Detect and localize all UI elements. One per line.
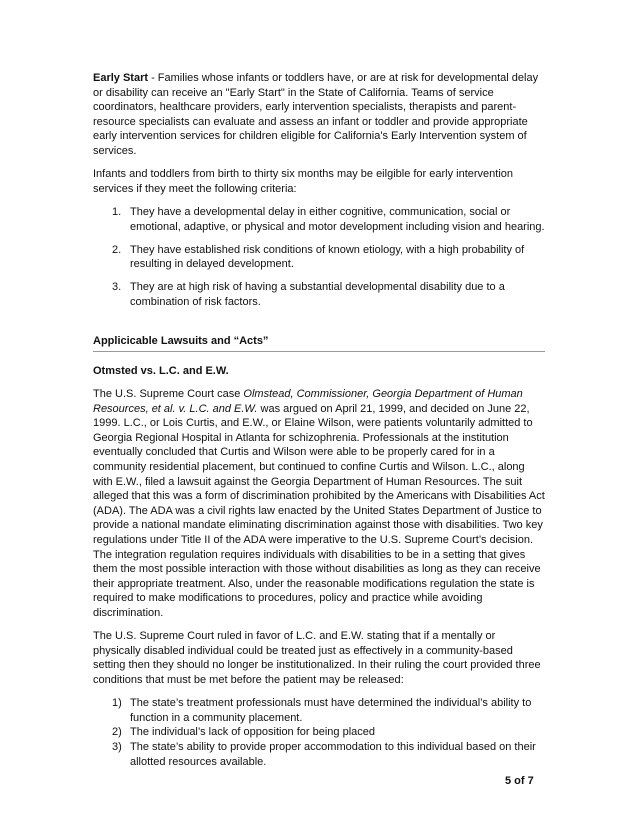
list-item (93, 725, 545, 740)
case-paragraph-2: The U.S. Supreme Court ruled in favor of L.C. and E.W. stating that if a mentally or physically disabled individual could be treated just as effectively in a community-based setting then they should no longer be institutionalized. In their ruling the court provided three conditions that must be met before the patient may be released: (93, 630, 541, 686)
early-start-text: - Families whose infants or toddlers have, or are at risk for developmental delay or disability can receive an "Early Start" in the State of California. Teams of service coordinators, healthcare providers, early intervention specialists, therapists and parent-resource specialists can evaluate and assess an infant or toddler and provide appropriate early intervention services for children eligible for California's Early Intervention system of services. (93, 72, 539, 157)
list-marker: 3) (112, 740, 122, 753)
early-start-term: Early Start (93, 72, 149, 84)
section-heading: Applicicable Lawsuits and “Acts” (93, 334, 545, 352)
criteria-list (93, 205, 545, 309)
list-item-text: The individual’s lack of opposition for being placed (130, 726, 376, 739)
case-paragraph-1 (93, 387, 545, 621)
list-item (93, 740, 545, 769)
page-content (93, 71, 545, 769)
list-item-text: They have a developmental delay in either cognitive, communication, social or emotional, adaptive, or physical and motor development including vision and hearing. (130, 205, 545, 233)
list-item (93, 243, 545, 272)
conditions-list (93, 696, 545, 769)
list-item (93, 205, 545, 234)
case-body-text: was argued on April 21, 1999, and decided on June 22, 1999. L.C., or Lois Curtis, and E.W., or Elaine Wilson, were patients voluntarily admitted to Georgia Regional Hospital in Atlanta for schizophrenia. Professionals at the institution eventually concluded that Curtis and Wilson were able to be properly cared for in a community residential placement, but continued to confine Curtis and Wilson. L.C., along with E.W., filed a lawsuit against the Georgia Department of Human Resources. The suit alleged that this was a form of discrimination prohibited by the Americans with Disabilities Act (ADA). The ADA was a civil rights law enacted by the United States Department of Justice to provide a national mandate eliminating discrimination against those with disabilities. Two key regulations under Title II of the ADA were imperative to the U.S. Supreme Court’s decision. The integration regulation requires individuals with disabilities to be in a setting that gives them the most possible interaction with those without disabilities as long as they can receive their appropriate treatment. Also, under the reasonable modifications regulation the state is required to make modifications to procedures, policy and practice while avoiding discrimination. (93, 402, 545, 619)
early-start-paragraph (93, 71, 545, 159)
list-marker: 1. (112, 205, 122, 218)
list-item (93, 696, 545, 725)
list-item-text: The state’s ability to provide proper accommodation to this individual based on their allotted resources available. (130, 740, 536, 768)
case-heading: Otmsted vs. L.C. and E.W. (93, 364, 229, 377)
list-item-text: They are at high risk of having a substantial developmental disability due to a combination of risk factors. (130, 281, 505, 308)
list-marker: 2. (112, 243, 122, 256)
list-item (93, 280, 545, 309)
list-marker: 2) (112, 726, 122, 739)
list-item-text: They have established risk conditions of known etiology, with a high probability of resulting in delayed development. (130, 243, 525, 271)
list-item-text: The state’s treatment professionals must have determined the individual’s ability to function in a community placement. (130, 697, 532, 724)
list-marker: 1) (112, 697, 122, 710)
case-lead-text: The U.S. Supreme Court case (93, 388, 244, 401)
case-name: Olmstead, Commissioner, Georgia Department of Human Resources, et al. v. L.C. and E.W. (93, 388, 523, 415)
eligibility-intro: Infants and toddlers from birth to thirty six months may be eilgible for early intervention services if they meet the following criteria: (93, 168, 514, 195)
list-marker: 3. (112, 281, 122, 294)
page-number: 5 of 7 (505, 775, 534, 787)
